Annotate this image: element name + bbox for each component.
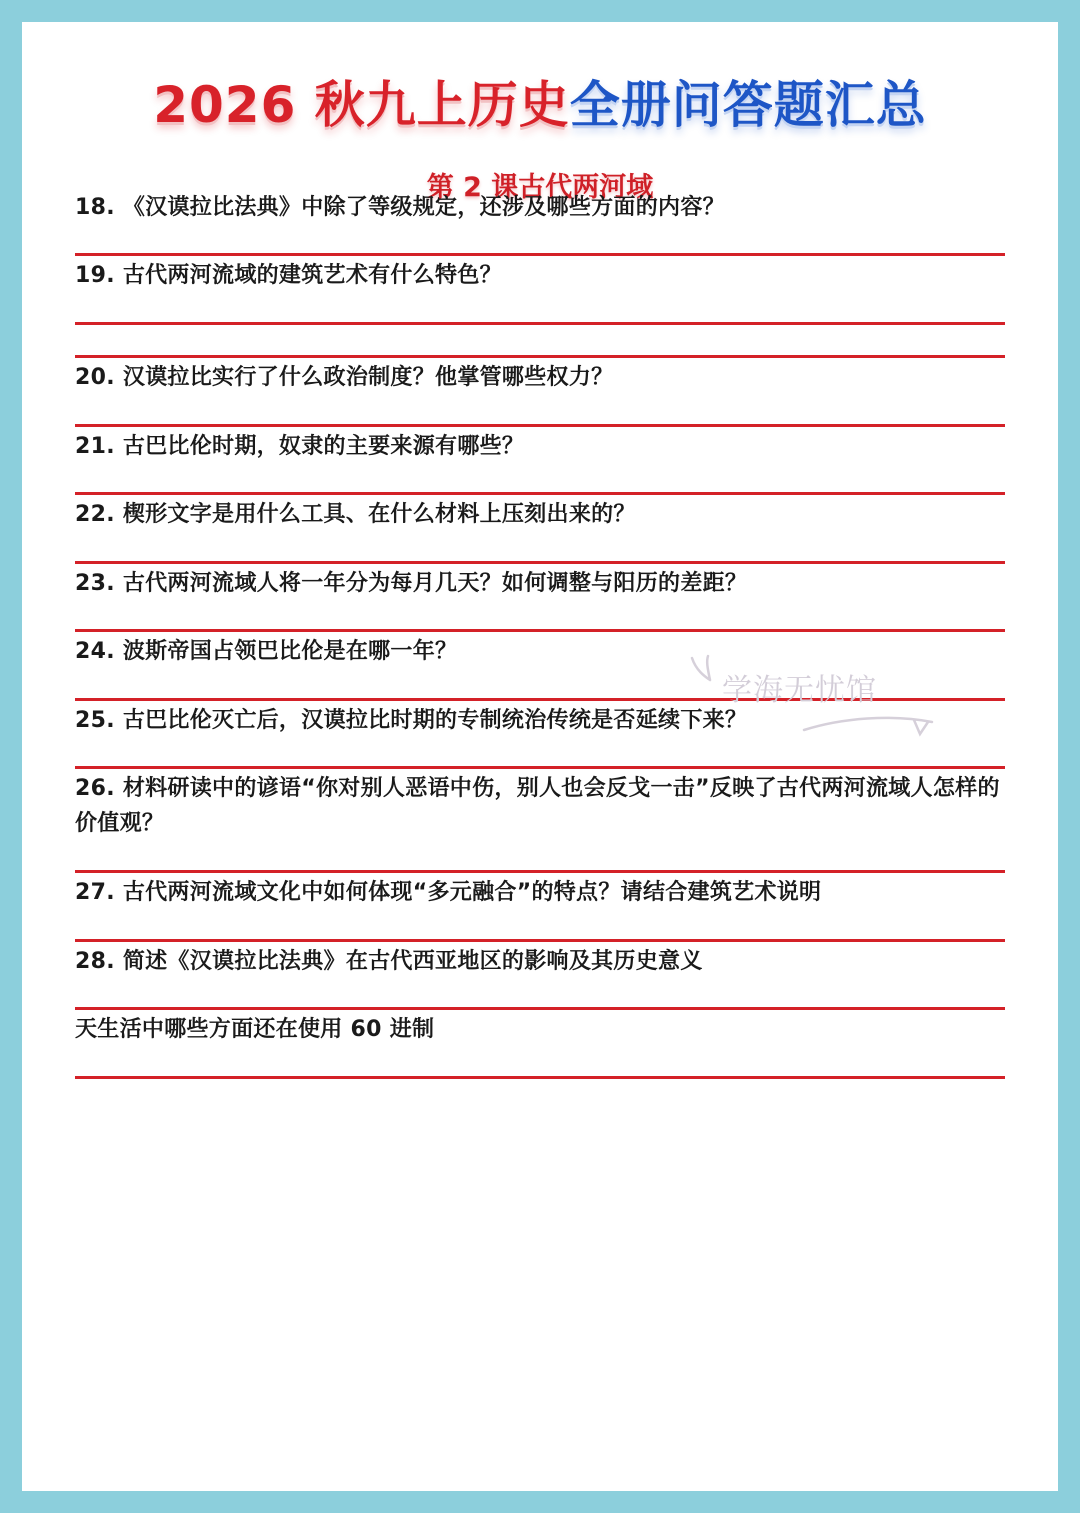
question-20: 20. 汉谟拉比实行了什么政治制度？他掌管哪些权力？ [75, 365, 614, 390]
watermark-text: 学海无忧馆 [722, 673, 877, 708]
lesson-heading: 第 2 课古代两河域 [426, 172, 654, 203]
question-26: 26. 材料研读中的谚语“你对别人恶语中伤，别人也会反戈一击”反映了古代两河流域人怎样的价值观？ [75, 776, 1000, 836]
answer-line [75, 629, 1005, 632]
page-title [22, 72, 1058, 138]
answer-line [75, 1076, 1005, 1079]
worksheet-page [22, 22, 1058, 1491]
answer-line [75, 253, 1005, 256]
answer-line [75, 322, 1005, 325]
answer-line [75, 766, 1005, 769]
question-60-system: 天生活中哪些方面还在使用 60 进制 [75, 1017, 435, 1042]
answer-line [75, 870, 1005, 873]
question-24: 24. 波斯帝国占领巴比伦是在哪一年？ [75, 639, 458, 664]
question-28: 28. 简述《汉谟拉比法典》在古代西亚地区的影响及其历史意义 [75, 949, 703, 974]
answer-line [75, 561, 1005, 564]
answer-line [75, 355, 1005, 358]
question-23: 23. 古代两河流域人将一年分为每月几天？如何调整与阳历的差距？ [75, 571, 748, 596]
question-27: 27. 古代两河流域文化中如何体现“多元融合”的特点？请结合建筑艺术说明 [75, 880, 822, 905]
answer-line [75, 424, 1005, 427]
title-part-blue: 全册问答题汇总 [569, 76, 927, 134]
question-22: 22. 楔形文字是用什么工具、在什么材料上压刻出来的？ [75, 502, 636, 527]
answer-line [75, 939, 1005, 942]
answer-line [75, 1007, 1005, 1010]
watermark-heart-icon [686, 650, 726, 690]
watermark-swoosh-icon [802, 700, 942, 740]
question-18: 18. 《汉谟拉比法典》中除了等级规定，还涉及哪些方面的内容？ [75, 195, 725, 220]
title-part-red: 2026 秋九上历史 [153, 76, 570, 134]
answer-line [75, 492, 1005, 495]
question-25: 25. 古巴比伦灭亡后，汉谟拉比时期的专制统治传统是否延续下来？ [75, 708, 748, 733]
question-19: 19. 古代两河流域的建筑艺术有什么特色？ [75, 263, 502, 288]
question-21: 21. 古巴比伦时期，奴隶的主要来源有哪些？ [75, 434, 525, 459]
